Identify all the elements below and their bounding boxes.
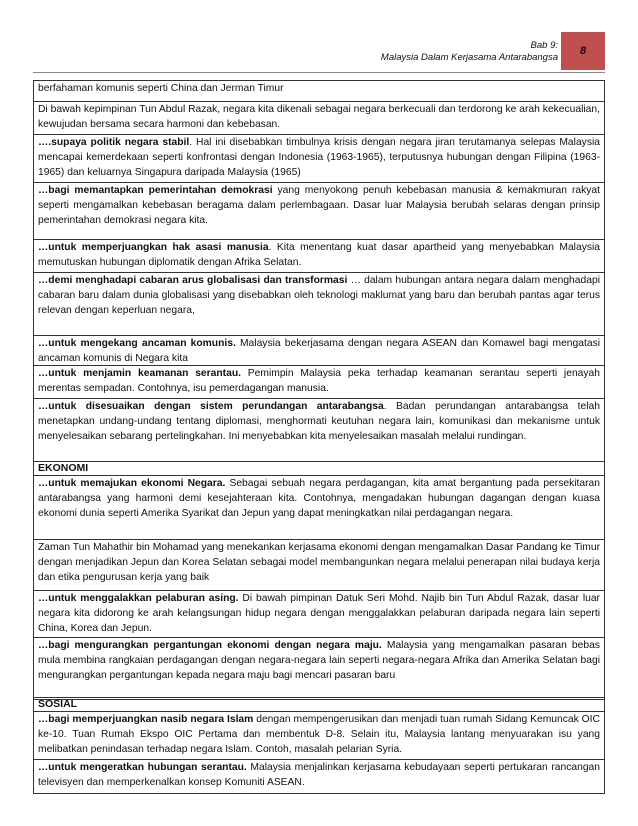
table-row: …bagi mengurangkan pergantungan ekonomi dengan negara maju. Malaysia yang mengamalkan pasaran bebas mula membina rangkaian perdagangan dengan negara-negara lain seperti negara-negara Afrika dan Amerika Selatan bagi mengurangkan pergantungan kepada negara maju bagi mencari pasaran baru <box>38 640 600 681</box>
table-row: …untuk menggalakkan pelaburan asing. Di bawah pimpinan Datuk Seri Mohd. Najib bin Tun Abdul Razak, dasar luar negara kita didorong ke arah kelangsungan hidup negara dengan menggalakkan pelaburan daripada negara lain seperti China, Korea dan Jepun. <box>34 591 604 638</box>
section-heading-ekonomi: EKONOMI <box>34 462 604 476</box>
table-row: …untuk menjamin keamanan serantau. Pemimpin Malaysia peka terhadap keamanan serantau seperti jenayah merentas sempadan. Contohnya, isu pemerdagangan manusia. <box>34 366 604 399</box>
content-table-sosial <box>33 697 605 794</box>
table-row: ….supaya politik negara stabil. Hal ini disebabkan timbulnya krisis dengan negara jiran terutamanya selepas Malaysia mencapai kemerdekaan seperti konfrontasi dengan Indonesia (1963-1965), terputusnya hubungan dengan Filipina (1963-1965) dan keluarnya Singapura daripada Malaysia (1965) <box>34 135 604 183</box>
chapter-title: Malaysia Dalam Kerjasama Antarabangsa <box>380 52 558 63</box>
table-row: …untuk mengeratkan hubungan serantau. Malaysia menjalinkan kerjasama kebudayaan seperti pertukaran rancangan televisyen dan memperkenalkan konsep Komuniti ASEAN. <box>38 762 600 788</box>
page-header <box>381 40 558 64</box>
header-divider <box>33 72 605 73</box>
table-row: …untuk mengekang ancaman komunis. Malaysia bekerjasama dengan negara ASEAN dan Komawel bagi mengatasi ancaman komunis di Negara kita <box>34 336 604 366</box>
table-row: …untuk disesuaikan dengan sistem perundangan antarabangsa. Badan perundangan antarabangsa telah menetapkan undang-undang tentang diplomasi, menghormati keutuhan negara lain, komunikasi dan mekanisme untuk menyelesaikan sebarang pertelingkahan. Ini menyebabkan kita menyelesaikan masalah melalui rundingan. <box>34 399 604 462</box>
table-row: …bagi memantapkan pemerintahan demokrasi yang menyokong penuh kebebasan manusia & kemakmuran rakyat seperti mengamalkan kebebasan beragama dalam perlembagaan. Dasar luar Malaysia berubah selaras dengan prinsip pemerintahan demokrasi negara kita. <box>34 183 604 240</box>
table-row: berfahaman komunis seperti China dan Jerman Timur <box>34 81 604 102</box>
section-heading-sosial: SOSIAL <box>34 698 604 712</box>
table-row: …demi menghadapi cabaran arus globalisasi dan transformasi … dalam hubungan antara negara dalam menghadapi cabaran baru dalam dunia globalisasi yang disebabkan oleh teknologi maklumat yang baru dan berubah pantas agar terus relevan dengan keperluan negara, <box>34 273 604 336</box>
page-number-badge: 8 <box>561 32 605 70</box>
table-row: …untuk memajukan ekonomi Negara. Sebagai sebuah negara perdagangan, kita amat bergantung pada persekitaran antarabangsa yang harmoni demi kesejahteraan kita. Contohnya, mengadakan hubungan dagangan dengan kuasa ekonomi dunia seperti Amerika Syarikat dan Jepun yang dapat meningkatkan nilai perdagangan negara. <box>34 476 604 540</box>
content-table-politik-ekonomi <box>33 80 605 700</box>
table-row: Zaman Tun Mahathir bin Mohamad yang menekankan kerjasama ekonomi dengan mengamalkan Dasar Pandang ke Timur dengan menjadikan Jepun dan Korea Selatan sebagai model membangunkan negara melalui penerapan nilai budaya kerja dan etika pengurusan kerja yang baik <box>34 540 604 591</box>
table-row: …untuk memperjuangkan hak asasi manusia. Kita menentang kuat dasar apartheid yang menyebabkan Malaysia memutuskan hubungan diplomatik dengan Afrika Selatan. <box>34 240 604 273</box>
table-row: …bagi memperjuangkan nasib negara Islam dengan mempengerusikan dan menjadi tuan rumah Sidang Kemuncak OIC ke-10. Tuan Rumah Ekspo OIC Pertama dan membentuk D-8. Selain itu, Malaysia lantang menyuarakan isu yang melibatkan penindasan terhadap negara Islam. Contoh, masalah pelarian Syria. <box>34 712 604 760</box>
table-row: Di bawah kepimpinan Tun Abdul Razak, negara kita dikenali sebagai negara berkecuali dan terdorong ke arah kekecualian, kewujudan bersama secara harmoni dan kebebasan. <box>34 102 604 135</box>
chapter-label: Bab 9: <box>530 40 558 51</box>
